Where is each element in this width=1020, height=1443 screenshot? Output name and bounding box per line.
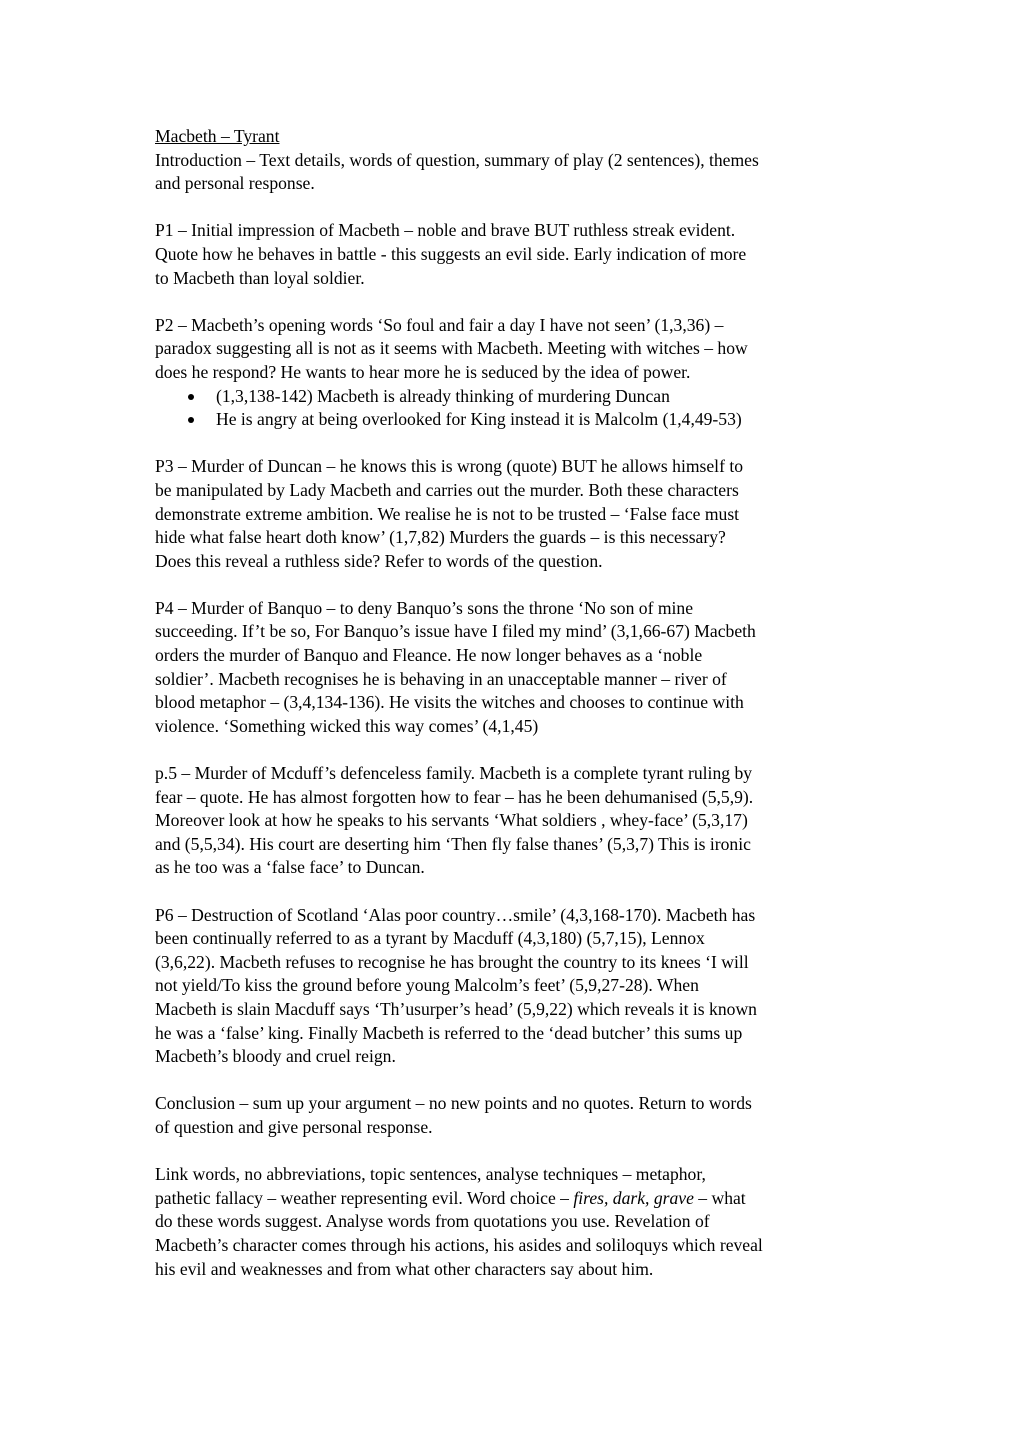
p6-line: (3,6,22). Macbeth refuses to recognise he has brought the country to its knees ‘I will <box>155 951 749 972</box>
bullet-item: (1,3,138-142) Macbeth is already thinking of murdering Duncan <box>155 385 871 409</box>
intro-section <box>155 125 871 196</box>
tips-text: pathetic fallacy – weather representing evil. Word choice – <box>155 1187 574 1208</box>
p4-line: P4 – Murder of Banquo – to deny Banquo’s sons the throne ‘No son of mine <box>155 597 694 618</box>
intro-line: and personal response. <box>155 173 315 194</box>
p4-line: violence. ‘Something wicked this way comes’ (4,1,45) <box>155 715 539 736</box>
p6-line: Macbeth’s bloody and cruel reign. <box>155 1046 396 1067</box>
bullet-item: He is angry at being overlooked for King instead it is Malcolm (1,4,49-53) <box>155 408 871 432</box>
tips-text: – what <box>693 1187 746 1208</box>
document-title: Macbeth – Tyrant <box>155 126 280 146</box>
p6-line: not yield/To kiss the ground before young Malcolm’s feet’ (5,9,27-28). When <box>155 975 699 996</box>
intro-line: Introduction – Text details, words of question, summary of play (2 sentences), themes <box>155 149 759 170</box>
tips-line: Link words, no abbreviations, topic sentences, analyse techniques – metaphor, <box>155 1164 706 1185</box>
paragraph-tips <box>155 1163 871 1281</box>
paragraph-p3 <box>155 455 871 573</box>
document-page <box>155 125 871 1305</box>
p1-line: to Macbeth than loyal soldier. <box>155 267 365 288</box>
p2-line: paradox suggesting all is not as it seems with Macbeth. Meeting with witches – how <box>155 338 748 359</box>
tips-line: do these words suggest. Analyse words from quotations you use. Revelation of <box>155 1211 710 1232</box>
conclusion-line: of question and give personal response. <box>155 1116 433 1137</box>
p2-line: P2 – Macbeth’s opening words ‘So foul and fair a day I have not seen’ (1,3,36) – <box>155 314 724 335</box>
tips-line-word-choice <box>155 1187 871 1211</box>
p3-line: P3 – Murder of Duncan – he knows this is wrong (quote) BUT he allows himself to <box>155 456 744 477</box>
p2-line: does he respond? He wants to hear more he is seduced by the idea of power. <box>155 361 691 382</box>
conclusion-line: Conclusion – sum up your argument – no new points and no quotes. Return to words <box>155 1093 752 1114</box>
paragraph-p2 <box>155 314 871 432</box>
p6-line: P6 – Destruction of Scotland ‘Alas poor country…smile’ (4,3,168-170). Macbeth has <box>155 904 756 925</box>
paragraph-p5 <box>155 762 871 880</box>
tips-line: his evil and weaknesses and from what other characters say about him. <box>155 1258 654 1279</box>
p1-line: Quote how he behaves in battle - this suggests an evil side. Early indication of more <box>155 243 747 264</box>
paragraph-conclusion <box>155 1092 871 1139</box>
paragraph-p6 <box>155 904 871 1069</box>
p4-line: soldier’. Macbeth recognises he is behaving in an unacceptable manner – river of <box>155 668 727 689</box>
paragraph-p4 <box>155 597 871 739</box>
paragraph-p1 <box>155 219 871 290</box>
p5-line: and (5,5,34). His court are deserting him ‘Then fly false thanes’ (5,3,7) This is ironic <box>155 833 751 854</box>
p3-line: be manipulated by Lady Macbeth and carries out the murder. Both these characters <box>155 479 739 500</box>
word-choice-examples: fires, dark, grave <box>573 1187 694 1208</box>
p3-line: hide what false heart doth know’ (1,7,82) Murders the guards – is this necessary? <box>155 527 726 548</box>
p4-line: succeeding. If’t be so, For Banquo’s issue have I filed my mind’ (3,1,66-67) Macbeth <box>155 621 756 642</box>
p3-line: demonstrate extreme ambition. We realise he is not to be trusted – ‘False face must <box>155 503 740 524</box>
p5-line: p.5 – Murder of Mcduff’s defenceless family. Macbeth is a complete tyrant ruling by <box>155 763 753 784</box>
p5-line: Moreover look at how he speaks to his servants ‘What soldiers , whey-face’ (5,3,17) <box>155 810 748 831</box>
p6-line: he was a ‘false’ king. Finally Macbeth is referred to the ‘dead butcher’ this sums up <box>155 1022 743 1043</box>
p1-line: P1 – Initial impression of Macbeth – noble and brave BUT ruthless streak evident. <box>155 220 736 241</box>
p6-line: Macbeth is slain Macduff says ‘Th’usurper’s head’ (5,9,22) which reveals it is known <box>155 998 757 1019</box>
p3-line: Does this reveal a ruthless side? Refer to words of the question. <box>155 550 603 571</box>
p6-line: been continually referred to as a tyrant by Macduff (4,3,180) (5,7,15), Lennox <box>155 928 705 949</box>
p2-bullet-list <box>155 385 871 432</box>
p4-line: orders the murder of Banquo and Fleance. He now longer behaves as a ‘noble <box>155 645 703 666</box>
p5-line: as he too was a ‘false face’ to Duncan. <box>155 857 425 878</box>
p5-line: fear – quote. He has almost forgotten how to fear – has he been dehumanised (5,5,9). <box>155 786 754 807</box>
p4-line: blood metaphor – (3,4,134-136). He visits the witches and chooses to continue with <box>155 692 744 713</box>
tips-line: Macbeth’s character comes through his actions, his asides and soliloquys which reveal <box>155 1234 763 1255</box>
